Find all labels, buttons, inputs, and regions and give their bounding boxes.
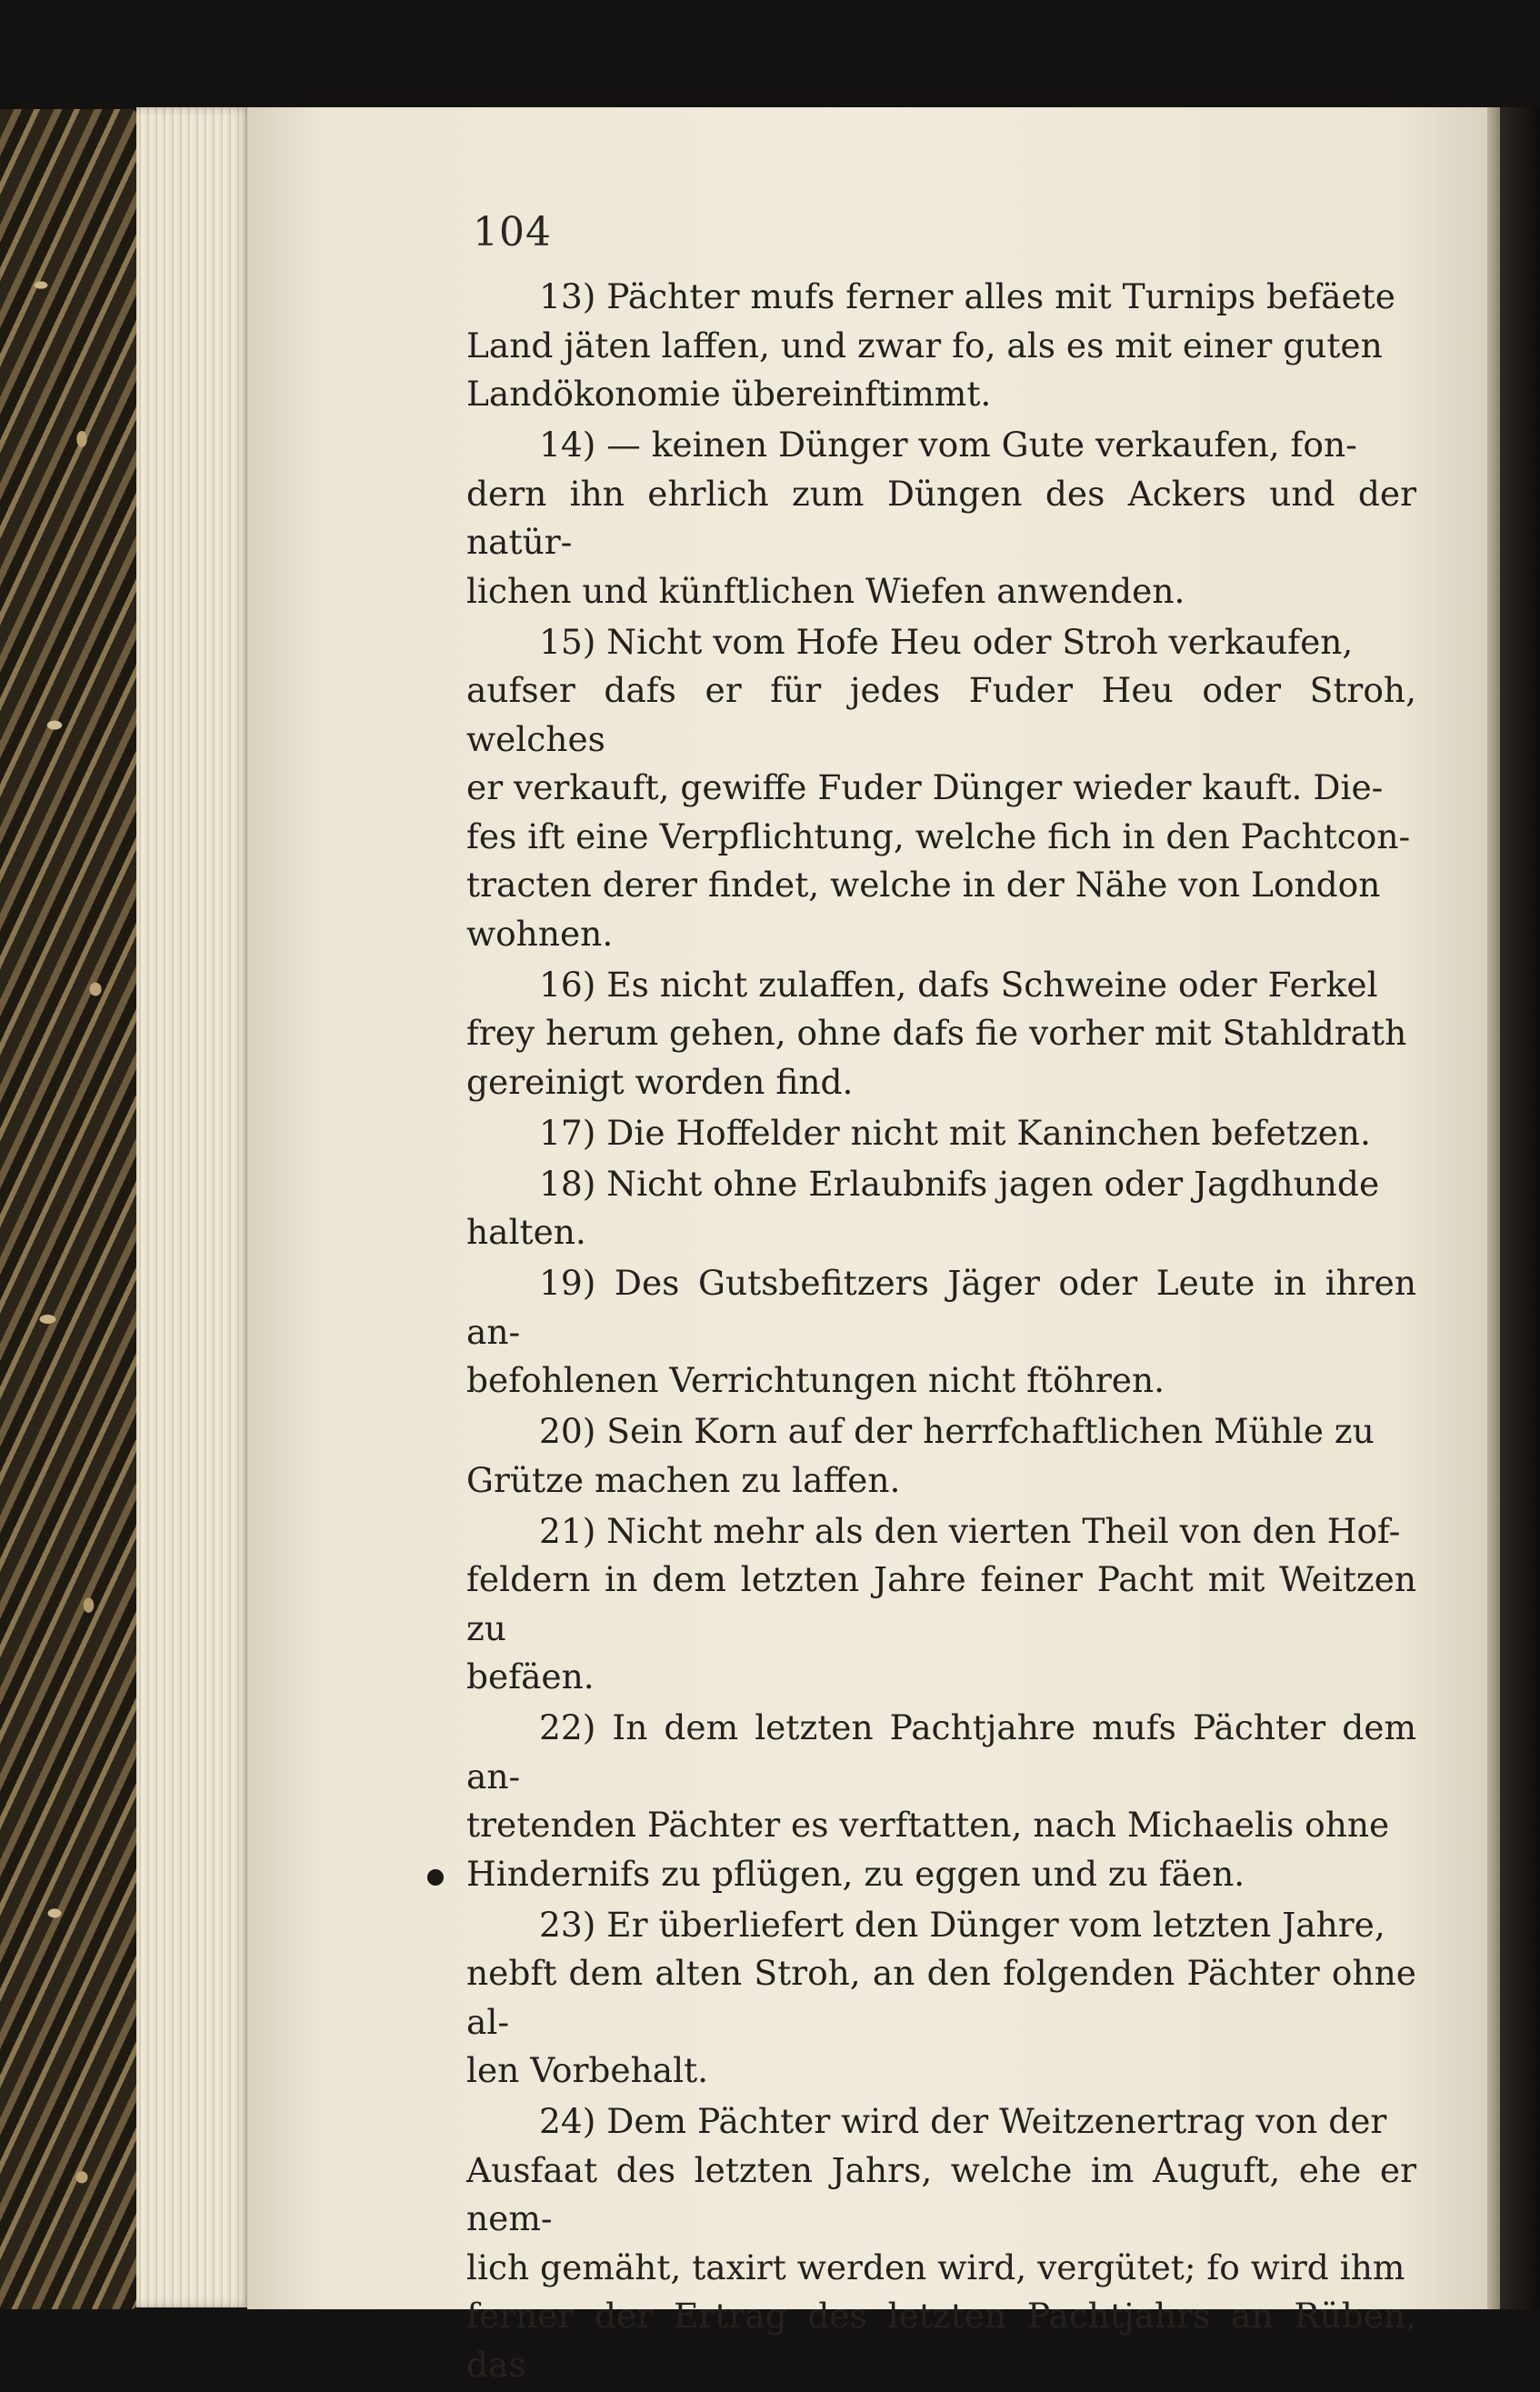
text-line: ferner der Ertrag des letzten Pachtjahrs an Rüben, das — [466, 2296, 1416, 2385]
paragraph — [466, 1109, 1416, 1158]
text-line: Hindernifs zu pflügen, zu eggen und zu fäen. — [466, 1853, 1245, 1894]
ink-blot-mark — [427, 1869, 444, 1886]
paragraph — [466, 1259, 1416, 1406]
text-body — [466, 273, 1416, 2392]
text-line: lichen und künftlichen Wiefen anwenden. — [466, 570, 1185, 611]
text-line: wohnen. — [466, 913, 614, 954]
text-line: 14) — keinen Dünger vom Gute verkaufen, fon- — [539, 425, 1357, 465]
page-gutter — [1487, 107, 1500, 2309]
text-line: nebft dem alten Stroh, an den folgenden Pächter ohne al- — [466, 1953, 1416, 2042]
paragraph — [466, 1704, 1416, 1898]
paragraph — [466, 1507, 1416, 1702]
text-line: 19) Des Gutsbefitzers Jäger oder Leute in ihren an- — [466, 1263, 1416, 1352]
text-line: 21) Nicht mehr als den vierten Theil von den Hof- — [539, 1510, 1401, 1551]
text-line: Land jäten laffen, und zwar fo, als es mit einer guten — [466, 325, 1383, 365]
text-line: feldern in dem letzten Jahre feiner Pacht mit Weitzen zu — [466, 1559, 1416, 1648]
page-edges — [136, 107, 250, 2307]
text-line: 15) Nicht vom Hofe Heu oder Stroh verkaufen, — [539, 621, 1354, 662]
text-line: tracten derer findet, welche in der Nähe von London — [466, 865, 1381, 905]
text-line: 23) Er überliefert den Dünger vom letzten Jahre, — [539, 1904, 1385, 1945]
paragraph — [466, 1901, 1416, 2096]
text-line: 13) Pächter mufs ferner alles mit Turnips befäete — [539, 276, 1395, 316]
page-number: 104 — [473, 209, 552, 255]
text-line: dern ihn ehrlich zum Düngen des Ackers und der natür- — [466, 473, 1416, 562]
paragraph — [466, 1407, 1416, 1505]
text-line: er verkauft, gewiffe Fuder Dünger wieder kauft. Die- — [466, 767, 1384, 807]
text-line: 18) Nicht ohne Erlaubnifs jagen oder Jagdhunde — [539, 1163, 1380, 1204]
paragraph — [466, 961, 1416, 1107]
paragraph — [466, 421, 1416, 616]
text-line: Grütze machen zu laffen. — [466, 1459, 901, 1500]
text-line: len Vorbehalt. — [466, 2050, 709, 2090]
text-line: 17) Die Hoffelder nicht mit Kaninchen befetzen. — [539, 1112, 1371, 1153]
text-line: frey herum gehen, ohne dafs fie vorher mit Stahldrath — [466, 1013, 1407, 1053]
text-line: gereinigt worden find. — [466, 1061, 854, 1102]
text-line: 22) In dem letzten Pachtjahre mufs Pächter dem an- — [466, 1707, 1416, 1797]
text-line: befohlenen Verrichtungen nicht ftöhren. — [466, 1360, 1165, 1400]
text-line: Ausfaat des letzten Jahrs, welche im Auguft, ehe er nem- — [466, 2149, 1416, 2238]
text-line: 16) Es nicht zulaffen, dafs Schweine oder Ferkel — [539, 964, 1378, 1005]
paragraph — [466, 1160, 1416, 1257]
text-line: aufser dafs er für jedes Fuder Heu oder Stroh, welches — [466, 670, 1416, 759]
facing-page-edge — [1500, 107, 1540, 2309]
text-line: lich gemäht, taxirt werden wird, vergütet; fo wird ihm — [466, 2247, 1405, 2287]
text-line: Landökonomie übereinftimmt. — [466, 374, 992, 414]
book-cover-marbled — [0, 109, 136, 2309]
paragraph — [466, 618, 1416, 959]
text-line: fes ift eine Verpflichtung, welche fich in den Pachtcon- — [466, 816, 1411, 856]
text-line: 20) Sein Korn auf der herrfchaftlichen Mühle zu — [539, 1411, 1375, 1451]
text-line: halten. — [466, 1212, 586, 1252]
paragraph — [466, 2097, 1416, 2389]
text-line: befäen. — [466, 1656, 595, 1696]
text-line: 24) Dem Pächter wird der Weitzenertrag von der — [539, 2101, 1387, 2141]
paragraph — [466, 273, 1416, 419]
text-line: tretenden Pächter es verftatten, nach Michaelis ohne — [466, 1805, 1390, 1845]
